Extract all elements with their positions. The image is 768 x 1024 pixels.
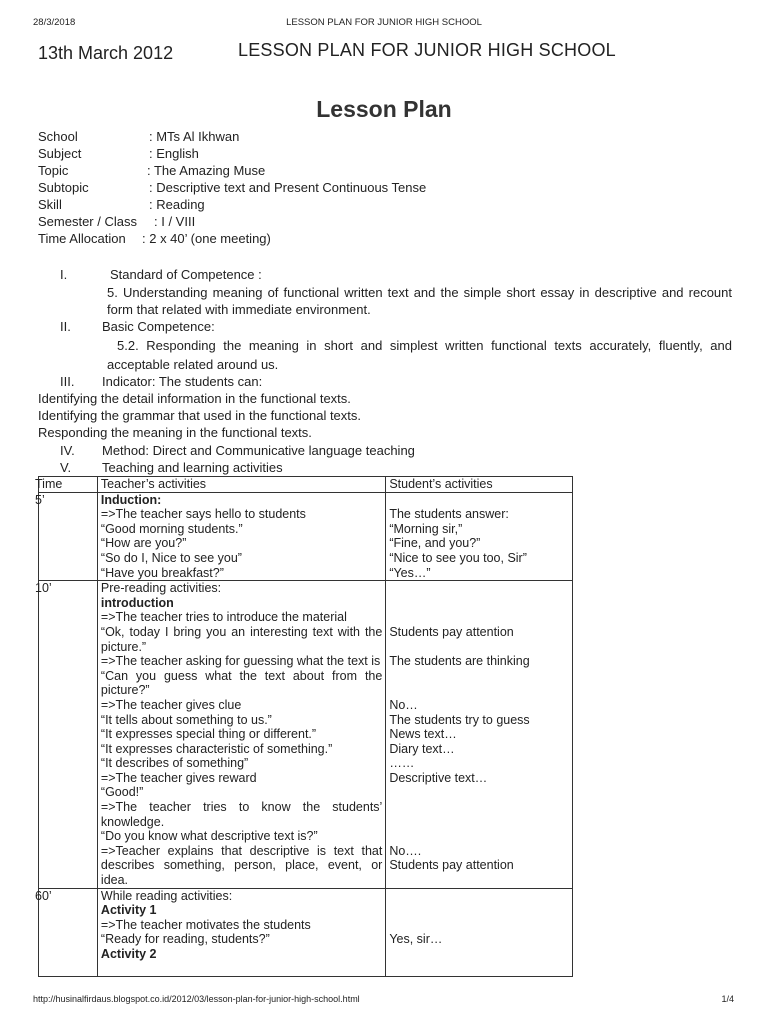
activity-line: =>The teacher asking for guessing what the text is <box>100 654 381 669</box>
indicator-item: Identifying the detail information in the functional texts. <box>38 391 351 406</box>
activity-line: While reading activities: <box>100 888 233 903</box>
activity-heading: Activity 2 <box>100 947 157 961</box>
teacher-activities <box>97 492 385 581</box>
activity-line: News text… <box>389 727 457 742</box>
page-number: 1/4 <box>721 994 734 1004</box>
activity-line: No… <box>389 697 418 712</box>
activity-heading: introduction <box>100 595 174 610</box>
info-value: : The Amazing Muse <box>147 163 266 178</box>
student-activities <box>386 581 573 888</box>
activity-line: “Can you guess what the text about from the picture?” <box>100 668 383 698</box>
info-label: Topic <box>38 163 69 178</box>
activity-line: Descriptive text… <box>389 770 488 785</box>
post-title[interactable]: LESSON PLAN FOR JUNIOR HIGH SCHOOL <box>238 40 616 60</box>
info-label: Subtopic <box>38 180 89 195</box>
section-title: Indicator: The students can: <box>102 374 263 389</box>
activity-line: “Yes…” <box>389 565 431 580</box>
activities-table <box>35 476 573 977</box>
info-label: Time Allocation <box>38 231 126 246</box>
info-value: : 2 x 40’ (one meeting) <box>142 231 271 246</box>
page-url[interactable]: http://husinalfirdaus.blogspot.co.id/2012/03/lesson-plan-for-junior-high-school.html <box>33 994 360 1004</box>
header-student: Student’s activities <box>386 477 573 493</box>
indicator-item: Identifying the grammar that used in the functional texts. <box>38 408 362 423</box>
activity-line: Students pay attention <box>389 624 514 639</box>
document-title: Lesson Plan <box>316 96 452 122</box>
activity-line: “Ready for reading, students?” <box>100 932 270 947</box>
info-value: : MTs Al Ikhwan <box>149 129 240 144</box>
row-time: 60’ <box>39 888 98 977</box>
table-header-row <box>39 477 573 493</box>
section-2-body: 5.2. Responding the meaning in short and simplest written functional texts accurately, fluently, and acceptable related around us. <box>107 338 732 372</box>
activity-line <box>389 493 569 508</box>
row-time: 10’ <box>39 581 98 888</box>
print-date: 28/3/2018 <box>33 17 76 28</box>
activity-line: “So do I, Nice to see you” <box>100 550 242 565</box>
section-number: V. <box>60 460 72 475</box>
activity-line: “Good!” <box>100 785 144 800</box>
info-value: : Descriptive text and Present Continuous Tense <box>149 180 427 195</box>
activity-line: Yes, sir… <box>389 932 443 947</box>
activity-line: No…. <box>389 843 422 858</box>
row-time: 5’ <box>39 492 98 581</box>
activity-line: “How are you?” <box>100 536 187 551</box>
section-title: Method: Direct and Communicative language teaching <box>102 443 415 458</box>
activity-line: The students answer: <box>389 507 509 522</box>
section-title: Basic Competence: <box>102 319 215 334</box>
student-activities <box>386 888 573 977</box>
table-row <box>39 581 573 888</box>
teacher-activities <box>97 888 385 977</box>
activity-line: “It describes of something” <box>100 756 249 771</box>
section-number: II. <box>60 319 71 334</box>
activity-heading: Activity 1 <box>100 903 157 918</box>
activity-line: The students are thinking <box>389 654 530 669</box>
activity-line: =>The teacher says hello to students <box>100 507 306 522</box>
activity-line: Pre-reading activities: <box>100 581 222 596</box>
info-label: Skill <box>38 197 62 212</box>
teacher-activities <box>97 581 385 888</box>
activity-line: “It tells about something to us.” <box>100 712 272 727</box>
activity-line: “Fine, and you?” <box>389 536 481 551</box>
section-title: Teaching and learning activities <box>102 460 283 475</box>
activity-line: “Morning sir,” <box>389 521 463 536</box>
activity-line: =>The teacher tries to introduce the material <box>100 610 347 625</box>
indicator-item: Responding the meaning in the functional texts. <box>38 425 312 440</box>
activity-line: …… <box>389 756 415 771</box>
header-time: Time <box>39 477 98 493</box>
activity-line: =>Teacher explains that descriptive is text that describes something, person, place, event, or idea. <box>100 843 383 888</box>
info-value: : English <box>149 146 199 161</box>
activity-line: “Nice to see you too, Sir” <box>389 550 527 565</box>
section-number: IV. <box>60 443 75 458</box>
activity-line: =>The teacher gives clue <box>100 697 242 712</box>
info-label: School <box>38 129 78 144</box>
activity-heading: Induction: <box>100 492 162 507</box>
section-1-body: 5. Understanding meaning of functional written text and the simple short essay in descriptive and recount form that related with immediate environment. <box>107 285 732 317</box>
section-number: I. <box>60 267 68 282</box>
table-row <box>39 888 573 977</box>
activity-line: Students pay attention <box>389 858 514 873</box>
info-label: Semester / Class <box>38 214 137 229</box>
activity-line: “Good morning students.” <box>100 521 243 536</box>
info-value: : Reading <box>149 197 205 212</box>
section-number: III. <box>60 374 75 389</box>
activity-line: “It expresses characteristic of something.” <box>100 741 333 756</box>
print-title: LESSON PLAN FOR JUNIOR HIGH SCHOOL <box>286 17 482 28</box>
section-title: Standard of Competence : <box>110 267 262 282</box>
header-teacher: Teacher’s activities <box>97 477 385 493</box>
activity-line: Diary text… <box>389 741 455 756</box>
activity-line: “Ok, today I bring you an interesting text with the picture.” <box>100 624 383 654</box>
info-value: : I / VIII <box>154 214 196 229</box>
student-activities <box>386 492 573 581</box>
activity-line: =>The teacher gives reward <box>100 770 257 785</box>
activity-line: The students try to guess <box>389 712 530 727</box>
activity-line: “It expresses special thing or different.” <box>100 727 317 742</box>
info-label: Subject <box>38 146 82 161</box>
activity-line: =>The teacher motivates the students <box>100 917 311 932</box>
post-date: 13th March 2012 <box>38 43 174 63</box>
table-row <box>39 492 573 581</box>
activity-line: “Do you know what descriptive text is?” <box>100 829 318 844</box>
activity-line: =>The teacher tries to know the students’ knowledge. <box>100 800 383 829</box>
activity-line: “Have you breakfast?” <box>100 565 224 580</box>
